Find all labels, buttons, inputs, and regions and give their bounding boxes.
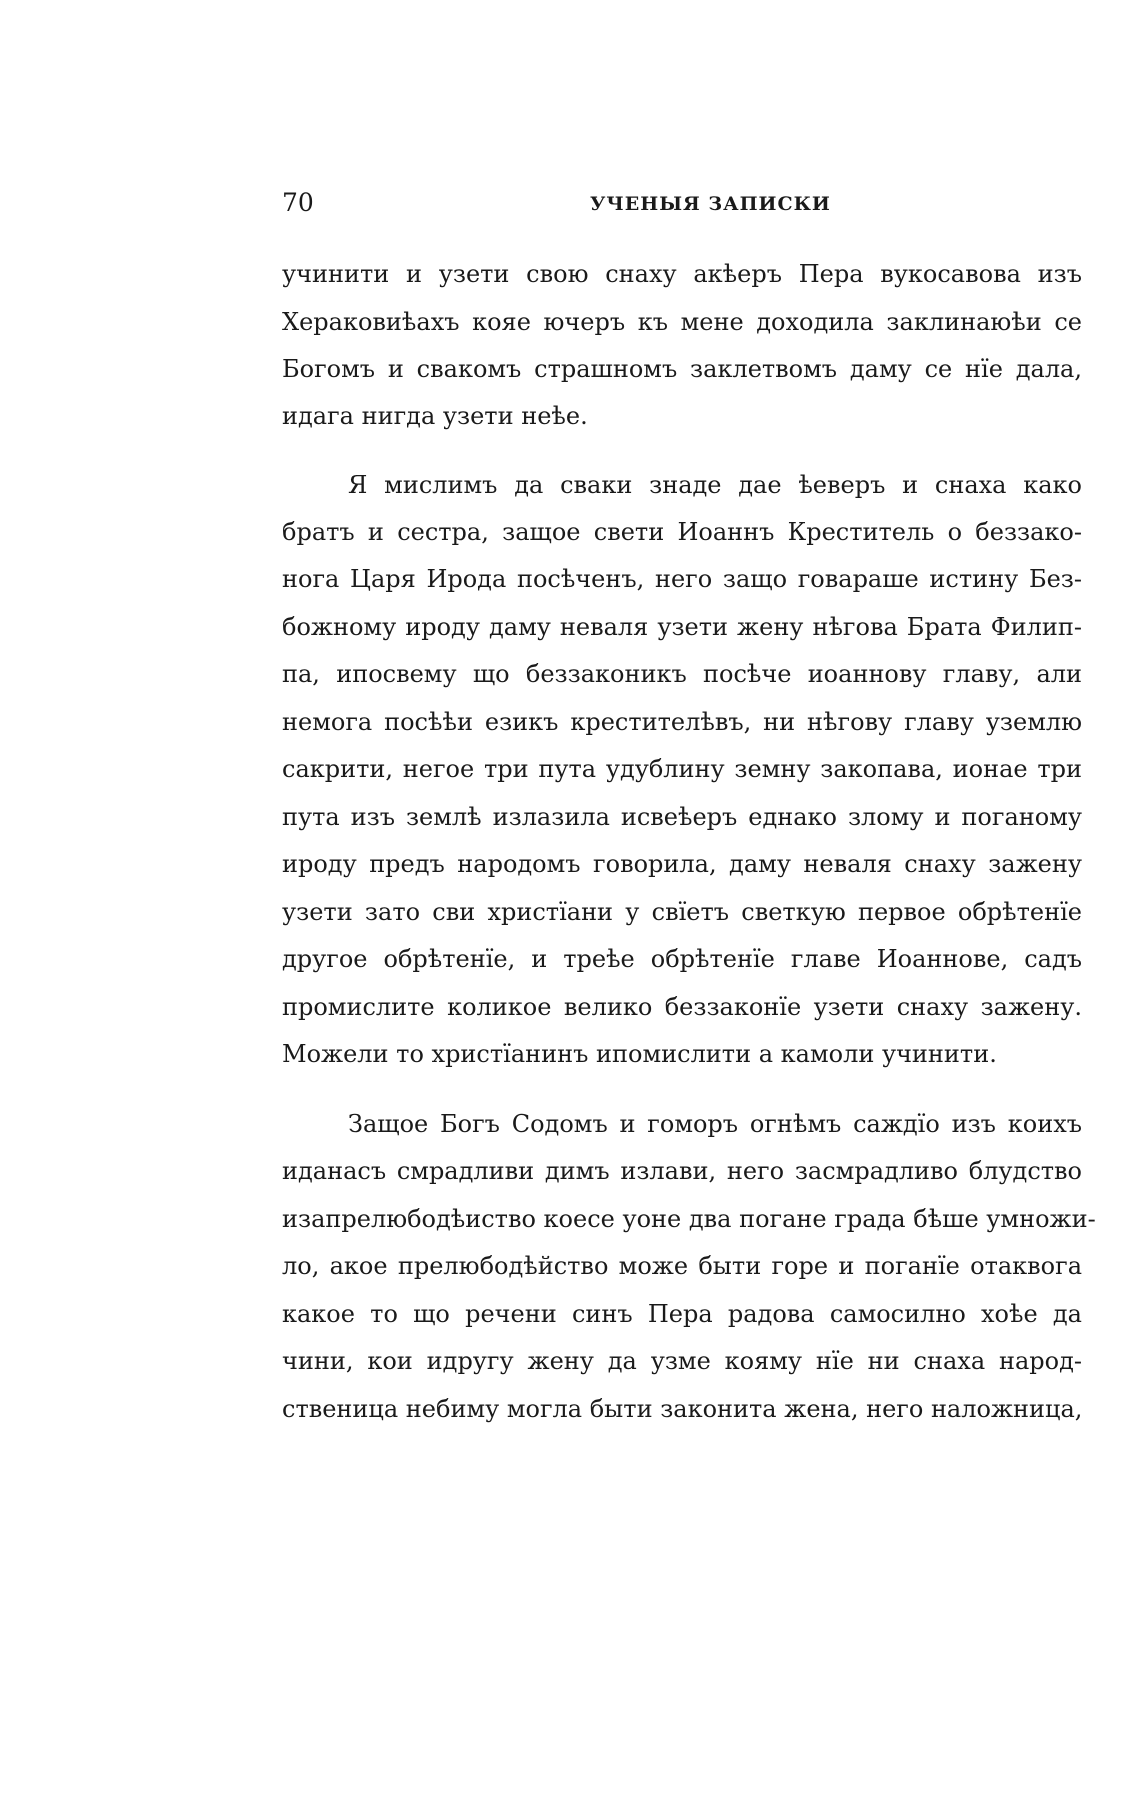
text-line: чини, кои идругу жену да узме кояму нїе ни снаха народ- [282,1347,1082,1375]
text-line: Защое Богъ Содомъ и гоморъ огнѣмъ саждїо изъ коихъ [348,1110,1082,1138]
text-line: немога посѣѣи езикъ крестителѣвъ, ни нѣгову главу уземлю [282,708,1082,736]
text-line: иданасъ смрадливи димъ излави, него засмрадливо блудство [282,1157,1082,1185]
text-line: божному ироду даму неваля узети жену нѣгова Брата Филип- [282,613,1082,641]
text-line: ироду предъ народомъ говорила, даму неваля снаху зажену [282,850,1082,878]
text-line: Я мислимъ да сваки знаде дае ѣеверъ и снаха како [348,471,1082,499]
text-line: другое обрѣтенїе, и треѣе обрѣтенїе главе Иоаннове, садъ [282,945,1082,973]
text-line: па, ипосвему що беззаконикъ посѣче иоаннову главу, али [282,660,1082,688]
text-line: Хераковиѣахъ кояе ючеръ къ мене доходила заклинаюѣи се [282,308,1082,336]
text-line: ло, акое прелюбодѣйство може быти горе и поганїе отаквога [282,1252,1082,1280]
text-line: ственица небиму могла быти законита жена, него наложница, [282,1395,1083,1423]
text-line: узети зато сви христїани у свїетъ светкую первое обрѣтенїе [282,898,1082,926]
text-line: какое то що речени синъ Пера радова самосилно хоѣе да [282,1300,1082,1328]
running-title: УЧЕНЫЯ ЗАПИСКИ [590,193,831,215]
text-line: братъ и сестра, защое свети Иоаннъ Креститель о беззако- [282,518,1082,546]
page-number: 70 [282,188,314,217]
text-line: Можели то христїанинъ ипомислити а камоли учинити. [282,1040,997,1068]
text-line: Богомъ и свакомъ страшномъ заклетвомъ даму се нїе дала, [282,355,1082,383]
text-line: сакрити, негое три пута удублину земну закопава, ионае три [282,755,1082,783]
text-line: промислите коликое велико беззаконїе узети снаху зажену. [282,993,1082,1021]
text-line: учинити и узети свою снаху акѣеръ Пера вукосавова изъ [282,260,1082,288]
text-line: нога Царя Ирода посѣченъ, него защо говараше истину Без- [282,565,1082,593]
text-line: идага нигда узети неѣе. [282,402,588,430]
text-line: изапрелюбодѣиство коесе уоне два погане града бѣше умножи- [282,1205,1096,1233]
text-line: пута изъ землѣ излазила исвеѣеръ еднако злому и поганому [282,803,1082,831]
